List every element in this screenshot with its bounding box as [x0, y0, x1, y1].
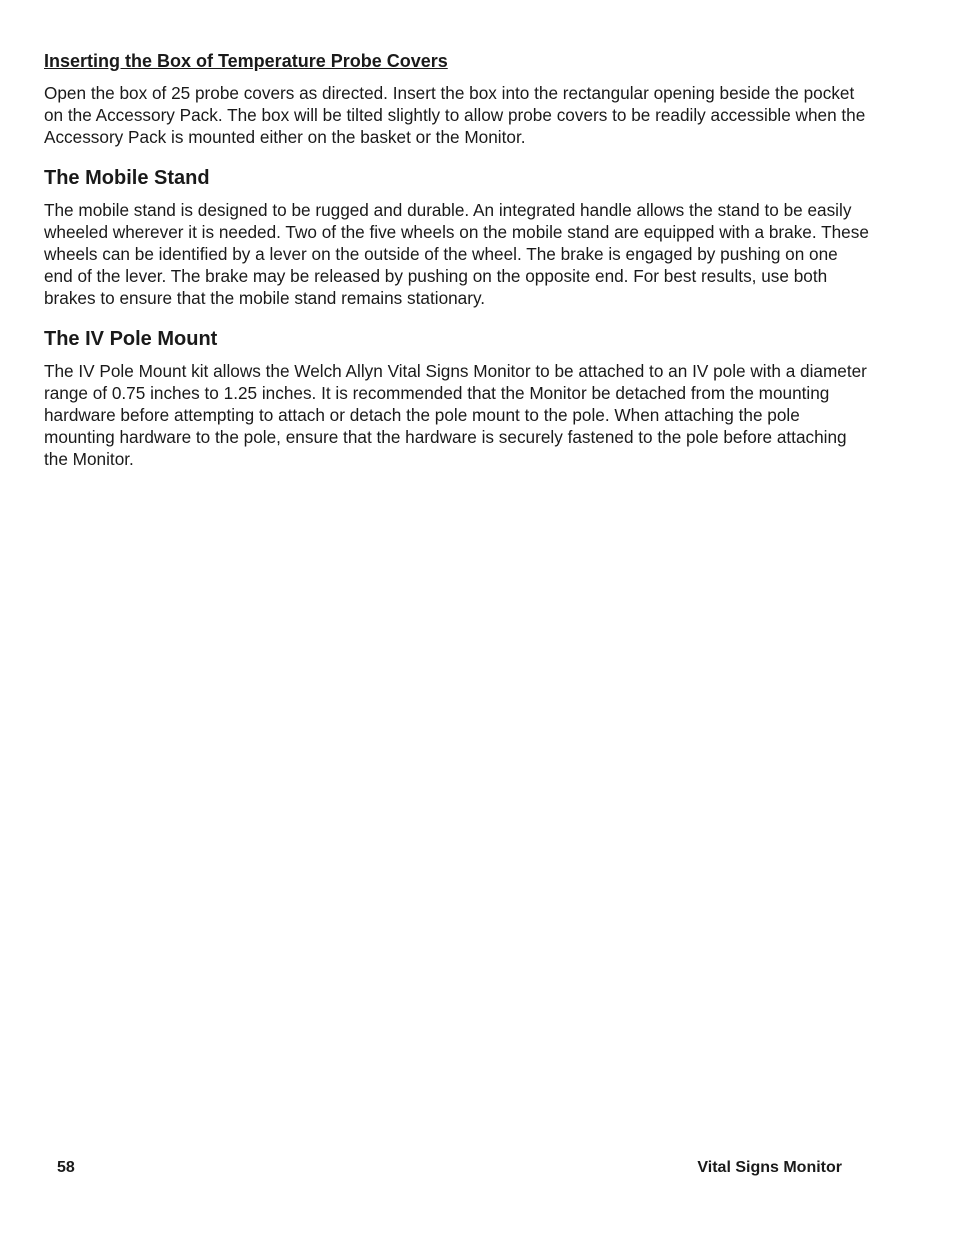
page-content	[44, 50, 870, 488]
paragraph-probe-covers: Open the box of 25 probe covers as directed. Insert the box into the rectangular opening beside the pocket on the Accessory Pack. The box will be tilted slightly to allow probe covers to be readily accessible when the Accessory Pack is mounted either on the basket or the Monitor.	[44, 83, 866, 147]
heading-probe-covers: Inserting the Box of Temperature Probe Covers	[44, 51, 448, 71]
paragraph-mobile-stand: The mobile stand is designed to be rugged and durable. An integrated handle allows the stand to be easily wheeled wherever it is needed. Two of the five wheels on the mobile stand are equipped with a brake. These wheels can be identified by a lever on the outside of the wheel. The brake is engaged by pushing on one end of the lever. The brake may be released by pushing on the opposite end. For best results, use both brakes to ensure that the mobile stand remains stationary.	[44, 200, 869, 308]
paragraph-iv-pole-mount: The IV Pole Mount kit allows the Welch Allyn Vital Signs Monitor to be attached to an IV pole with a diameter range of 0.75 inches to 1.25 inches. It is recommended that the Monitor be detached from the mounting hardware before attempting to attach or detach the pole mount to the pole. When attaching the pole mounting hardware to the pole, ensure that the hardware is securely fastened to the pole before attaching the Monitor.	[44, 361, 867, 469]
heading-mobile-stand: The Mobile Stand	[44, 167, 210, 190]
heading-iv-pole-mount: The IV Pole Mount	[44, 328, 218, 351]
footer-doc-title: Vital Signs Monitor	[697, 1159, 842, 1176]
page-number: 58	[57, 1159, 75, 1176]
